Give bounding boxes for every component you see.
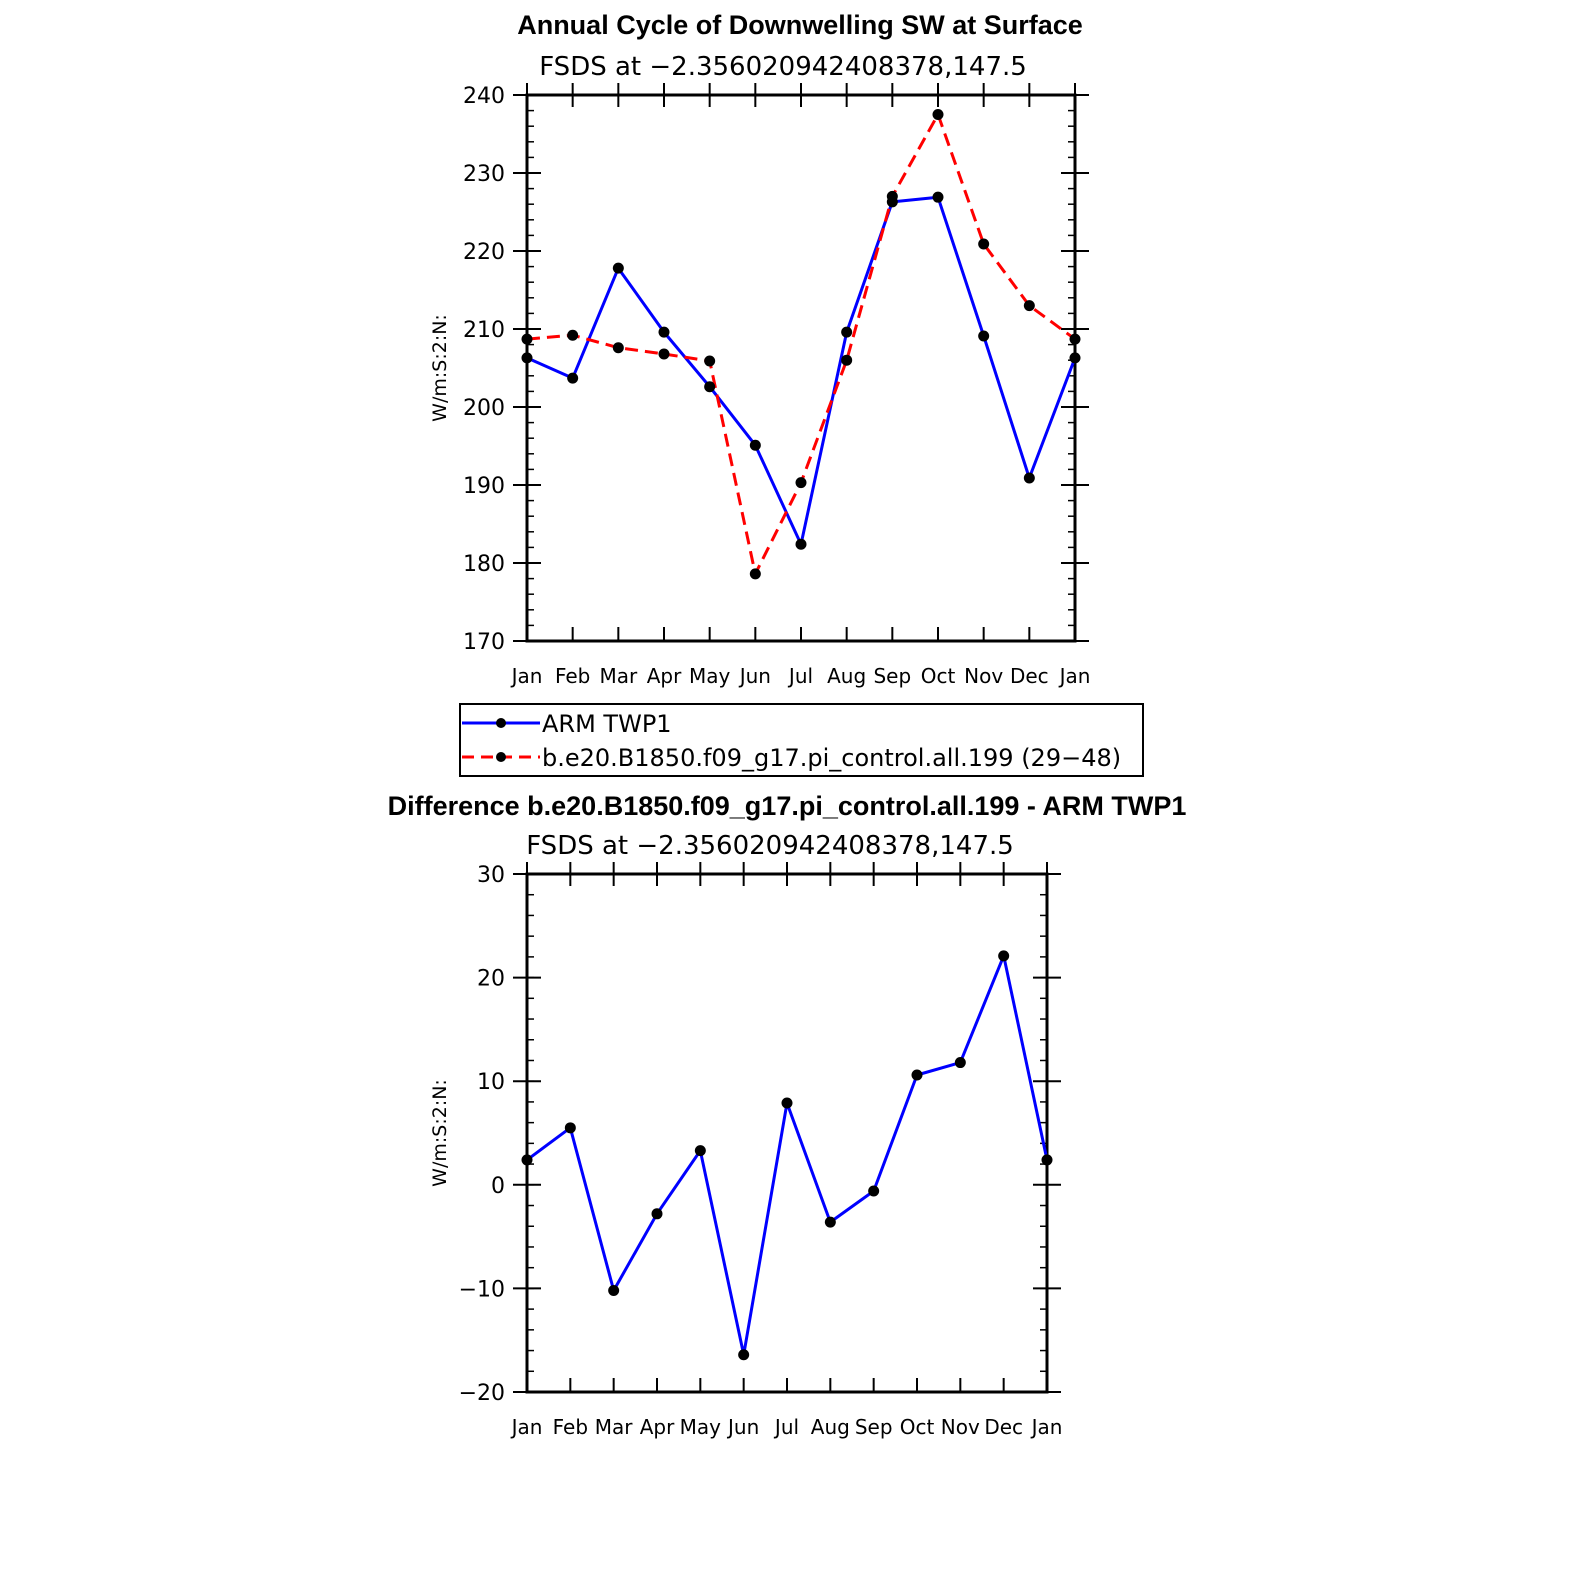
data-point bbox=[738, 1349, 749, 1360]
y-tick-label: 170 bbox=[463, 630, 505, 655]
x-tick-label: Mar bbox=[599, 664, 638, 688]
y-tick-labels bbox=[463, 84, 505, 655]
legend-marker-model bbox=[496, 752, 506, 762]
x-tick-label: Aug bbox=[827, 664, 867, 688]
chart-subtitle: FSDS at −2.356020942408378,147.5 bbox=[539, 52, 1027, 82]
y-tick-labels bbox=[459, 863, 505, 1406]
data-point bbox=[887, 191, 898, 202]
x-tick-label: Nov bbox=[964, 664, 1004, 688]
plot-series bbox=[522, 109, 1081, 579]
data-point bbox=[565, 1122, 576, 1133]
x-tick-label: Feb bbox=[554, 664, 591, 688]
data-point bbox=[955, 1057, 966, 1068]
y-tick-label: 30 bbox=[477, 863, 505, 888]
axis-ticks bbox=[513, 83, 1089, 641]
x-tick-label: Jan bbox=[1059, 664, 1091, 688]
x-tick-label: Jan bbox=[1031, 1415, 1063, 1439]
x-tick-label: Apr bbox=[639, 1415, 675, 1439]
y-tick-label: 210 bbox=[463, 318, 505, 343]
data-point bbox=[841, 355, 852, 366]
legend-label-arm: ARM TWP1 bbox=[542, 710, 672, 738]
data-point bbox=[750, 440, 761, 451]
data-point bbox=[998, 950, 1009, 961]
data-point bbox=[613, 342, 624, 353]
data-point bbox=[704, 381, 715, 392]
axis-ticks bbox=[513, 862, 1061, 1392]
data-point bbox=[978, 238, 989, 249]
y-tick-label: 20 bbox=[477, 966, 505, 992]
legend bbox=[460, 704, 1143, 776]
y-tick-label: 180 bbox=[463, 552, 505, 577]
data-point bbox=[750, 568, 761, 579]
chart-title: Annual Cycle of Downwelling SW at Surface bbox=[517, 10, 1083, 40]
data-point bbox=[567, 373, 578, 384]
y-axis-label: W/m:S:2:N: bbox=[429, 1079, 451, 1187]
plot-series bbox=[522, 950, 1053, 1360]
y-tick-label: 0 bbox=[491, 1173, 505, 1199]
data-point bbox=[825, 1217, 836, 1228]
series-line bbox=[527, 115, 1075, 574]
data-point bbox=[608, 1285, 619, 1296]
legend-marker-arm bbox=[496, 718, 506, 728]
difference-panel bbox=[388, 791, 1187, 1439]
data-point bbox=[868, 1186, 879, 1197]
x-tick-label: Sep bbox=[873, 664, 912, 688]
x-tick-label: Mar bbox=[594, 1415, 633, 1439]
x-tick-label: Jul bbox=[774, 1415, 800, 1439]
chart-subtitle: FSDS at −2.356020942408378,147.5 bbox=[526, 831, 1014, 861]
plot-frame bbox=[527, 874, 1047, 1392]
y-axis-label: W/m:S:2:N: bbox=[429, 314, 451, 422]
x-tick-label: Jan bbox=[511, 664, 543, 688]
x-tick-label: Apr bbox=[646, 664, 682, 688]
x-tick-label: Nov bbox=[940, 1415, 980, 1439]
x-tick-label: Dec bbox=[1009, 664, 1049, 688]
data-point bbox=[978, 331, 989, 342]
annual-cycle-panel bbox=[429, 10, 1090, 688]
data-point bbox=[704, 355, 715, 366]
chart-title: Difference b.e20.B1850.f09_g17.pi_control.all.199 - ARM TWP1 bbox=[387, 791, 1187, 821]
x-tick-label: May bbox=[679, 1415, 722, 1439]
x-tick-label: Jun bbox=[728, 1415, 760, 1439]
y-tick-label: 240 bbox=[463, 84, 505, 109]
y-tick-label: 220 bbox=[463, 240, 505, 265]
y-tick-label: 200 bbox=[463, 396, 505, 421]
data-point bbox=[522, 1154, 533, 1165]
data-point bbox=[659, 348, 670, 359]
x-tick-label: Oct bbox=[899, 1415, 935, 1439]
x-tick-label: Dec bbox=[984, 1415, 1024, 1439]
legend-label-model: b.e20.B1850.f09_g17.pi_control.all.199 (29−48) bbox=[542, 744, 1122, 772]
x-tick-labels bbox=[510, 1415, 1063, 1439]
x-tick-label: Oct bbox=[920, 664, 956, 688]
series-line bbox=[527, 197, 1075, 544]
data-point bbox=[782, 1097, 793, 1108]
x-tick-label: Jul bbox=[788, 664, 814, 688]
data-point bbox=[567, 330, 578, 341]
x-tick-labels bbox=[510, 664, 1091, 688]
x-tick-label: Jun bbox=[739, 664, 771, 688]
data-point bbox=[796, 477, 807, 488]
y-tick-label: −20 bbox=[458, 1381, 505, 1406]
x-tick-label: Jan bbox=[511, 1415, 543, 1439]
y-tick-label: 190 bbox=[463, 474, 505, 499]
data-point bbox=[1070, 334, 1081, 345]
data-point bbox=[695, 1145, 706, 1156]
x-tick-label: Aug bbox=[810, 1415, 850, 1439]
data-point bbox=[1042, 1154, 1053, 1165]
x-tick-label: Feb bbox=[552, 1415, 589, 1439]
data-point bbox=[933, 109, 944, 120]
y-tick-label: 230 bbox=[463, 162, 505, 187]
data-point bbox=[841, 327, 852, 338]
series-line bbox=[527, 956, 1047, 1355]
data-point bbox=[522, 334, 533, 345]
data-point bbox=[1024, 472, 1035, 483]
data-point bbox=[796, 539, 807, 550]
x-tick-label: May bbox=[688, 664, 731, 688]
data-point bbox=[933, 192, 944, 203]
x-tick-label: Sep bbox=[854, 1415, 893, 1439]
data-point bbox=[1024, 300, 1035, 311]
data-point bbox=[659, 327, 670, 338]
y-tick-label: 10 bbox=[477, 1070, 505, 1096]
data-point bbox=[912, 1069, 923, 1080]
data-point bbox=[613, 263, 624, 274]
data-point bbox=[1070, 352, 1081, 363]
data-point bbox=[652, 1208, 663, 1219]
y-tick-label: −10 bbox=[458, 1277, 505, 1303]
data-point bbox=[522, 352, 533, 363]
